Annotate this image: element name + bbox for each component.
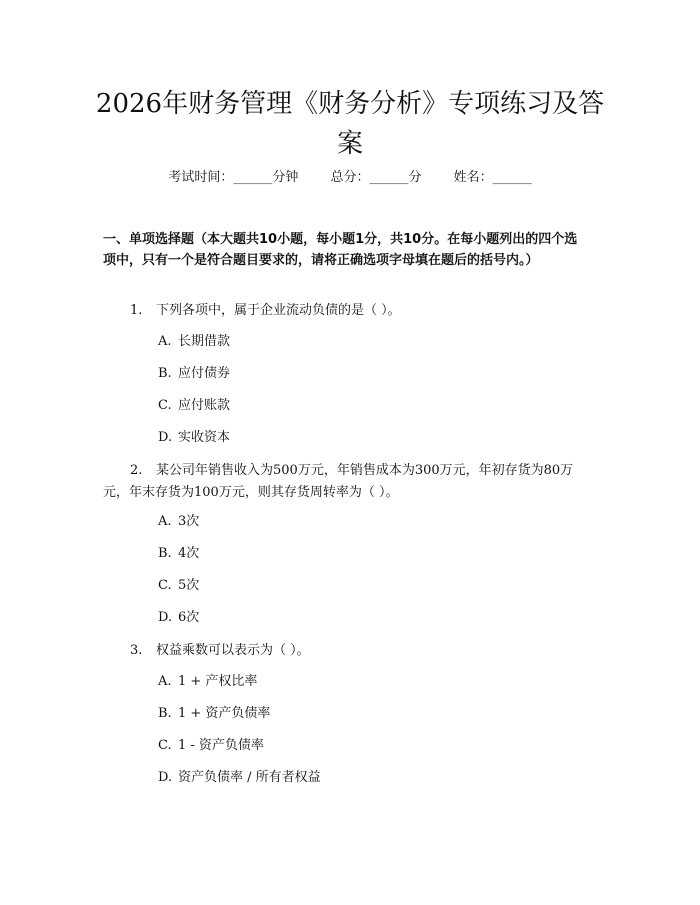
question-number: 2. xyxy=(130,463,143,478)
option-letter: B. xyxy=(158,366,172,381)
option-text: 长期借款 xyxy=(178,334,231,349)
question-text: 权益乘数可以表示为（ ）。 xyxy=(156,643,310,658)
option-1d xyxy=(158,428,230,448)
option-text: 实收资本 xyxy=(178,430,231,445)
option-letter: C. xyxy=(158,398,172,413)
option-2a xyxy=(158,512,199,532)
option-text: 1 + 产权比率 xyxy=(178,674,258,689)
option-1b xyxy=(158,364,230,384)
option-1c xyxy=(158,396,230,416)
option-3b xyxy=(158,704,270,724)
option-text: 资产负债率 / 所有者权益 xyxy=(178,770,321,785)
option-letter: B. xyxy=(158,706,172,721)
option-1a xyxy=(158,332,230,352)
question-number: 1. xyxy=(130,303,143,318)
option-text: 应付债券 xyxy=(178,366,231,381)
option-2d xyxy=(158,608,199,628)
question-number: 3. xyxy=(130,643,143,658)
option-letter: A. xyxy=(158,674,172,689)
option-text: 5次 xyxy=(178,578,200,593)
option-text: 4次 xyxy=(178,546,200,561)
option-letter: A. xyxy=(158,334,172,349)
exam-time-label: 考试时间：______分钟 xyxy=(168,170,299,185)
exam-meta xyxy=(0,168,700,188)
question-text: 某公司年销售收入为500万元，年销售成本为300万元，年初存货为80万元，年末存货为100万元，则其存货周转率为（ ）。 xyxy=(103,463,574,500)
option-letter: B. xyxy=(158,546,172,561)
option-text: 1 - 资产负债率 xyxy=(178,738,264,753)
option-letter: D. xyxy=(158,430,173,445)
total-score-label: 总分：______分 xyxy=(330,170,422,185)
option-2b xyxy=(158,544,199,564)
question-1 xyxy=(103,300,589,322)
option-3a xyxy=(158,672,257,692)
option-3c xyxy=(158,736,264,756)
option-2c xyxy=(158,576,199,596)
option-text: 应付账款 xyxy=(178,398,231,413)
name-label: 姓名：______ xyxy=(453,170,532,185)
option-text: 3次 xyxy=(178,514,200,529)
option-letter: D. xyxy=(158,610,173,625)
option-text: 1 + 资产负债率 xyxy=(178,706,271,721)
document-title: 2026年财务管理《财务分析》专项练习及答案 xyxy=(95,89,605,159)
option-3d xyxy=(158,768,321,788)
question-text: 下列各项中，属于企业流动负债的是（ ）。 xyxy=(156,303,401,318)
option-text: 6次 xyxy=(178,610,200,625)
question-2 xyxy=(103,460,589,504)
question-3 xyxy=(103,640,589,662)
option-letter: A. xyxy=(158,514,172,529)
section-heading: 一、单项选择题（本大题共10小题，每小题1分，共10分。在每小题列出的四个选项中，只有一个是符合题目要求的，请将正确选项字母填在题后的括号内。） xyxy=(103,232,578,268)
option-letter: C. xyxy=(158,578,172,593)
option-letter: C. xyxy=(158,738,172,753)
option-letter: D. xyxy=(158,770,173,785)
